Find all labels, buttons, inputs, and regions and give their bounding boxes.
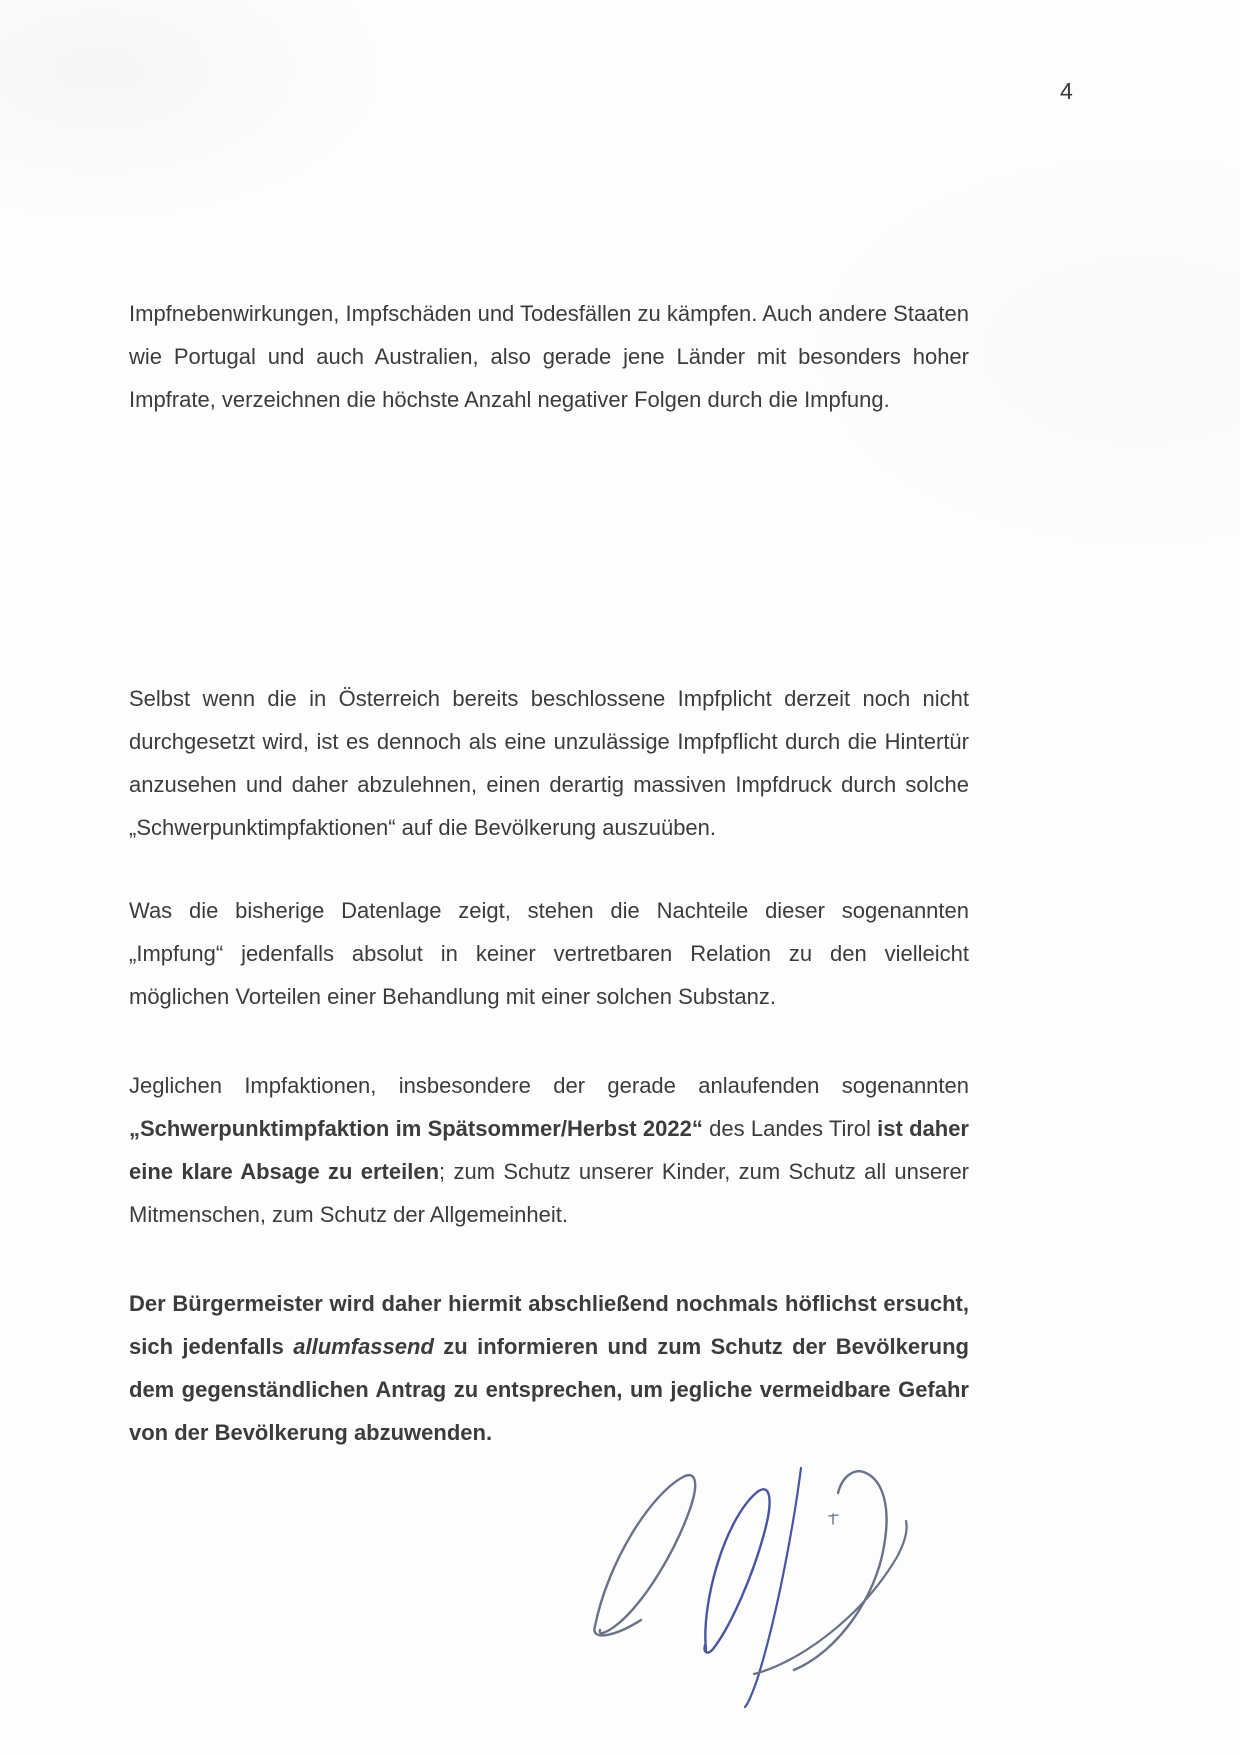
text-segment: zu informieren und zum Schutz der Bevölkerung dem gegenständlichen Antrag zu entsprechen, um jegliche vermeidbare Gefahr von der Bevölkerung abzuwenden.	[129, 1334, 969, 1445]
document-body	[129, 292, 969, 1494]
text-segment: Selbst wenn die in Österreich bereits beschlossene Impfplicht derzeit noch nicht durchgesetzt wird, ist es dennoch als eine unzulässige Impfpflicht durch die Hintertür anzusehen und daher abzulehnen, einen derartig massiven Impfdruck durch solche „Schwerpunktimpfaktionen“ auf die Bevölkerung auszuüben.	[129, 686, 969, 840]
paragraph-p3	[129, 889, 969, 1018]
text-segment: des Landes Tirol	[702, 1116, 878, 1141]
text-segment: „Schwerpunktimpfaktion im Spätsommer/Herbst 2022“	[129, 1116, 703, 1141]
text-segment: allumfassend	[293, 1334, 434, 1359]
text-segment: ; zum Schutz unserer Kinder, zum Schutz all unserer Mitmenschen, zum Schutz der Allgemeinheit.	[129, 1159, 970, 1227]
paragraph-p1	[129, 292, 969, 421]
paragraph-p4	[129, 1064, 969, 1236]
paragraph-p5	[129, 1282, 969, 1454]
text-segment: ist daher eine klare Absage zu erteilen	[129, 1116, 969, 1184]
text-segment: Was die bisherige Datenlage zeigt, stehen die Nachteile dieser sogenannten „Impfung“ jedenfalls absolut in keiner vertretbaren Relation zu den vielleicht möglichen Vorteilen einer Behandlung mit einer solchen Substanz.	[129, 898, 969, 1009]
text-segment: Impfnebenwirkungen, Impfschäden und Todesfällen zu kämpfen. Auch andere Staaten wie Portugal und auch Australien, also gerade jene Länder mit besonders hoher Impfrate, verzeichnen die höchste Anzahl negativer Folgen durch die Impfung.	[129, 301, 969, 412]
paragraph-p2	[129, 677, 969, 849]
page-number: 4	[1060, 78, 1073, 104]
text-segment: Jeglichen Impfaktionen, insbesondere der gerade anlaufenden sogenannten	[129, 1073, 969, 1098]
text-segment: Der Bürgermeister wird daher hiermit abschließend nochmals höflichst ersucht, sich jedenfalls	[129, 1291, 969, 1359]
